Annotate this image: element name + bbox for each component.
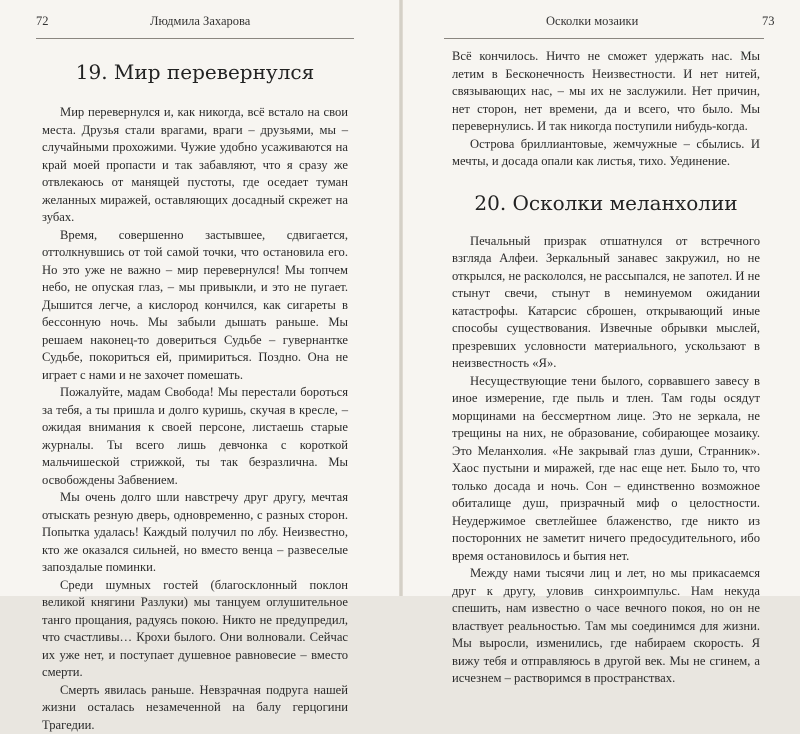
- text-column: [452, 48, 760, 688]
- running-head: Людмила Захарова: [150, 14, 250, 29]
- paragraph: Между нами тысячи лиц и лет, но мы прикасаемся друг к другу, уловив синхроимпульс. Нам некуда спешить, нам известно о часе вечного покоя, но он не властвует реальностью. Там мы соединимся для жизни. Мы выросли, изменились, где набираем скорость. Я вижу тебя и отправляюсь в другой век. Мы не сгинем, а исчезнем – растворимся в пространствах.: [452, 565, 760, 688]
- left-page: [0, 0, 398, 596]
- paragraph: Среди шумных гостей (благосклонный поклон великой княгини Разлуки) мы танцуем оглушительное танго прощания, радуясь покою. Никто не предупредил, что счастливы… Крохи былого. Они волновали. Сейчас их уже нет, и поступает душевное равновесие – вместо смерти.: [42, 577, 348, 682]
- book-spine: [399, 0, 403, 596]
- paragraph: Время, совершенно застывшее, сдвигается, оттолкнувшись от той самой точки, что остановила его. Но это уже не важно – мир перевернулся! Мы топчем небо, не опуская глаз, – мы привыкли, и это не пугает. Дышится легче, а кислород кончился, как сигареты в бессонную ночь. Мы забыли дышать раньше. Мы решаем наконец-то довериться Судьбе – гувернантке Судьбе, покориться ей, примириться. Поздно. Она не играет с нами и не захочет помешать.: [42, 227, 348, 385]
- chapter-title: 20. Осколки меланхолии: [452, 191, 760, 215]
- paragraph: Мы очень долго шли навстречу друг другу, мечтая отыскать резную дверь, одновременно, с разных сторон. Попытка удалась! Каждый получил по лбу. Неизвестно, кто же оказался сильней, но вместо венца – развеселые запоздалые поминки.: [42, 489, 348, 577]
- paragraph: Смерть явилась раньше. Невзрачная подруга нашей жизни осталась незамеченной на балу герцогини Трагедии.: [42, 682, 348, 734]
- chapter-title: 19. Мир перевернулся: [42, 60, 348, 84]
- page-number: 73: [762, 14, 775, 29]
- paragraph: Пожалуйте, мадам Свобода! Мы перестали бороться за тебя, а ты пришла и долго куришь, скучая в кресле, – ожидая внимания к своей персоне, листаешь старые журналы. Ты всего лишь девчонка с короткой мальчишеской стрижкой, ты так безразлична. Мы освобождены Забвением.: [42, 384, 348, 489]
- header-rule: [444, 38, 764, 39]
- paragraph: Всё кончилось. Ничто не сможет удержать нас. Мы летим в Бесконечность Неизвестности. И нет нитей, связывающих нас, – мы их не заслужили. Нет причин, нет сторон, нет времени, да и всего, что было. Мы перевернулись. И так никогда поступили нибудь-когда.: [452, 48, 760, 136]
- paragraph: Мир перевернулся и, как никогда, всё встало на свои места. Друзья стали врагами, враги – друзьями, мы – случайными прохожими. Чужие удобно усаживаются на край моей пропасти и так забавляют, что я сразу же отвлекаюсь от манящей пустоты, где оседает туман желанных миражей, оставляющих досадный скрежет на зубах.: [42, 104, 348, 227]
- header-rule: [36, 38, 354, 39]
- text-column: [42, 54, 348, 734]
- running-head: Осколки мозаики: [546, 14, 638, 29]
- right-page: [404, 0, 800, 596]
- paragraph: Острова бриллиантовые, жемчужные – сбылись. И мечты, и досада опали как листья, тихо. Уединение.: [452, 136, 760, 171]
- page-number: 72: [36, 14, 49, 29]
- paragraph: Несуществующие тени былого, сорвавшего завесу в иное измерение, где пыль и тлен. Там годы осядут морщинами на бессмертном лице. Это не зеркала, не трещины на них, не образование, собирающее мозаику. Это Меланхолия. «Не закрывай глаз души, Странник». Хаос пустыни и миражей, где нас еще нет. Было то, что только досада и ночь. Сон – единственно возможное обиталище душ, призрачный миф о целостности. Неудержимое светлейшее блаженство, где никто из посторонних не заметит ничего предосудительного, ибо время остановилось и бытия нет.: [452, 373, 760, 566]
- paragraph: Печальный призрак отшатнулся от встречного взгляда Алфеи. Зеркальный занавес закружил, но не открылся, не раскололся, не рассыпался, не запотел. И не стынут свечи, стынут в неминуемом ожидании катастрофы. Катарсис сброшен, открывающий иные способы существования. Извечные обрывки мыслей, презревших условности материального, ускользают в неизвестность «Я».: [452, 233, 760, 373]
